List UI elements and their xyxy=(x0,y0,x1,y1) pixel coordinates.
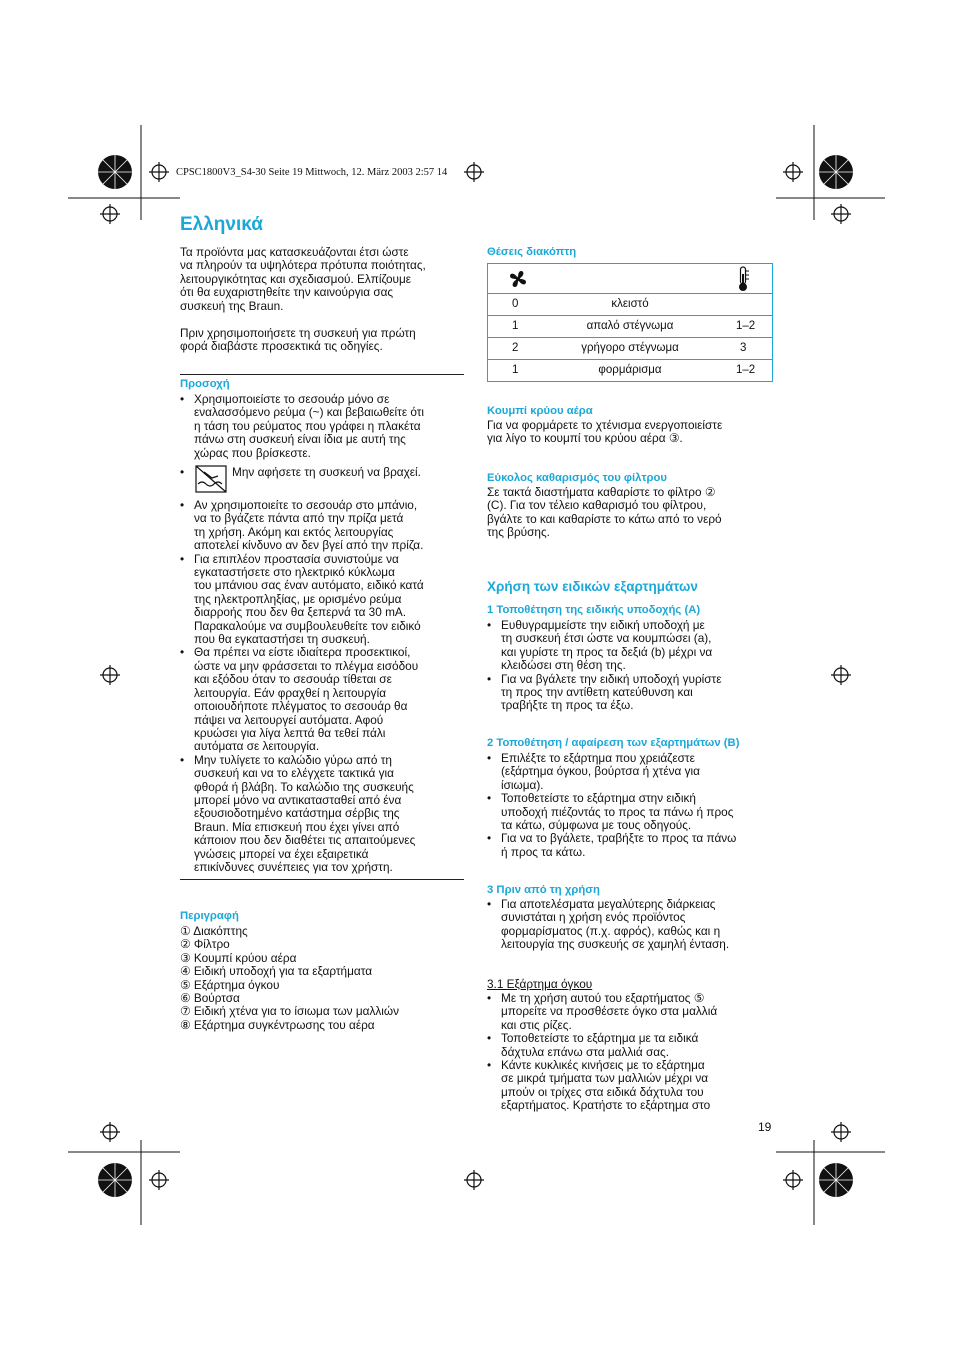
list-item: • Τοποθετείστε το εξάρτημα με τα ειδικά δάχτυλα επάνω στα μαλλιά σας. xyxy=(487,1032,777,1059)
filter-heading: Εύκολος καθαρισμός του φίλτρου xyxy=(487,472,667,484)
section-2-list xyxy=(487,752,777,859)
special-heading: Χρήση των ειδικών εξαρτημάτων xyxy=(487,579,698,594)
intro-paragraph-2: Πριν χρησιμοποιήσετε τη συσκευή για πρώτη φορά διαβάστε προσεκτικά τις οδηγίες. xyxy=(180,326,416,354)
cool-air-text: Για να φορμάρετε το χτένισμα ενεργοποιείστε για λίγο το κουμπί του κρύου αέρα ③. xyxy=(487,418,723,446)
fan-icon xyxy=(506,267,530,291)
caution-list-water xyxy=(180,466,470,479)
table-row: 0 κλειστό xyxy=(488,293,772,315)
thermometer-icon xyxy=(736,266,750,292)
list-item: • Ευθυγραμμείστε την ειδική υποδοχή με τη συσκευή έτσι ώστε να κουμπώσει (a), και γυρίστε τη προς τα δεξιά (b) μέχρι να κλειδώσει στη θέση της. xyxy=(487,619,777,673)
list-item: • Με τη χρήση αυτού του εξαρτήματος ⑤ μπορείτε να προσθέσετε όγκο στα μαλλιά και στις ρίζες. xyxy=(487,992,777,1032)
divider xyxy=(180,879,464,880)
caution-heading: Προσοχή xyxy=(180,378,230,390)
list-item: • Αν χρησιμοποιείτε το σεσουάρ στο μπάνιο, να το βγάζετε πάντα από την πρίζα μετά τη χρήση. Ακόμη και εκτός λειτουργίας αποτελεί κίνδυνο αν δεν βγεί από την πρίζα. xyxy=(180,499,470,553)
cool-air-heading: Κουμπί κρύου αέρα xyxy=(487,405,593,417)
section-3-1-heading: 3.1 Εξάρτημα όγκου xyxy=(487,977,593,991)
table-row: 2 γρήγορο στέγνωμα 3 xyxy=(488,337,772,359)
list-item: • Μην αφήσετε τη συσκευή να βραχεί. xyxy=(180,466,470,479)
caution-list-more xyxy=(180,499,470,874)
page-number: 19 xyxy=(758,1120,772,1134)
section-3-heading: 3 Πριν από τη χρήση xyxy=(487,884,600,896)
list-item: • Επιλέξτε το εξάρτημα που χρειάζεστε (εξάρτημα όγκου, βούρτσα ή χτένα για ίσιωμα). xyxy=(487,752,777,792)
list-item: • Για να βγάλετε την ειδική υποδοχή γυρίστε τη προς την αντίθετη κατεύθυνση και τραβήξτε τη προς τα έξω. xyxy=(487,673,777,713)
page-title: Ελληνικά xyxy=(180,214,263,235)
list-item: • Κάντε κυκλικές κινήσεις με το εξάρτημα σε μικρά τμήματα των μαλλιών μέχρι να μπούν οι τρίχες στα ειδικά δάχτυλα του εξαρτήματος. Κρατήστε το εξάρτημα στο xyxy=(487,1059,777,1113)
divider xyxy=(180,374,464,375)
intro-paragraph-1: Τα προϊόντα μας κατασκευάζονται έτσι ώστε να πληρούν τα υψηλότερα πρότυπα ποιότητας, λειτουργικότητας και σχεδιασμού. Ελπίζουμε ότι θα ευχαριστηθείτε την καινούργια σας συσκευή της Braun. xyxy=(180,245,426,313)
list-item: • Τοποθετείστε το εξάρτημα στην ειδική υποδοχή πιέζοντάς το προς τα πάνω ή προς τα κάτω, σύμφωνα με τους οδηγούς. xyxy=(487,792,777,832)
filter-text: Σε τακτά διαστήματα καθαρίστε το φίλτρο ② (C). Για τον τέλειο καθαρισμό του φίλτρου, βγάλτε το και καθαρίστε το κάτω από το νερό της βρύσης. xyxy=(487,485,722,540)
list-item: • Για επιπλέον προστασία συνιστούμε να εγκαταστήσετε στο ηλεκτρικό κύκλωμα του μπάνιου σας έναν αυτόματο, ειδικό κατά της ηλεκτροπληξίας, με ορισμένο ρεύμα διαρροής που δεν θα ξεπερνά τα 30 mA. Παρακαλούμε να συμβουλευθείτε τον ειδικό που θα εγκαταστήσει τη συσκευή. xyxy=(180,553,470,647)
table-row: 1 απαλό στέγνωμα 1–2 xyxy=(488,315,772,337)
description-list: ① Διακόπτης ② Φίλτρο ③ Κουμπί κρύου αέρα ④ Ειδική υποδοχή για τα εξαρτήματα ⑤ Εξάρτημα όγκου ⑥ Βούρτσα ⑦ Ειδική χτένα για το ίσιωμα των μαλλιών ⑧ Εξάρτημα συγκέντρωσης του αέρα xyxy=(180,924,399,1032)
section-1-list xyxy=(487,619,777,713)
section-3-1-list xyxy=(487,992,777,1113)
no-water-icon xyxy=(194,464,228,494)
table-row: 1 φορμάρισμα 1–2 xyxy=(488,359,772,381)
list-item: • Χρησιμοποιείστε το σεσουάρ μόνο σε εναλασσόμενο ρεύμα (~) και βεβαιωθείτε ότι η τάση του ρεύματος που γράφει η πλακέτα πάνω στη συσκευή είναι ίδια με αυτή της χώρας που βρίσκεστε. xyxy=(180,393,470,460)
section-1-heading: 1 Τοποθέτηση της ειδικής υποδοχής (A) xyxy=(487,604,701,616)
description-heading: Περιγραφή xyxy=(180,910,239,922)
list-item: • Για αποτελέσματα μεγαλύτερης διάρκειας συνιστάται η χρήση ενός προϊόντος φορμαρίσματος (π.χ. αφρός), καθώς και η λειτουργία της συσκευής σε χαμηλή ένταση. xyxy=(487,898,777,952)
caution-list xyxy=(180,393,470,460)
list-item: • Θα πρέπει να είστε ιδιαίτερα προσεκτικοί, ώστε να μην φράσσεται το πλέγμα εισόδου και εξόδου όταν το σεσουάρ τίθεται σε λειτουργία. Εάν φραχθεί η λειτουργία οποιουδήποτε πλέγματος το σεσουάρ θα πάψει να λειτουργεί αυτόματα. Αφού κρυώσει για λίγα λεπτά θα τεθεί πάλι αυτόματα σε λειτουργία. xyxy=(180,646,470,753)
print-header: CPSC1800V3_S4-30 Seite 19 Mittwoch, 12. März 2003 2:57 14 xyxy=(176,167,448,178)
section-3-list xyxy=(487,898,777,952)
list-item: • Για να το βγάλετε, τραβήξτε το προς τα πάνω ή προς τα κάτω. xyxy=(487,832,777,859)
section-2-heading: 2 Τοποθέτηση / αφαίρεση των εξαρτημάτων (B) xyxy=(487,737,740,749)
switch-table xyxy=(487,263,773,382)
list-item: • Μην τυλίγετε το καλώδιο γύρω από τη συσκευή και να το ελέγχετε τακτικά για φθορά ή βλάβη. Το καλώδιο της συσκευής μπορεί μόνο να αντικατασταθεί από ένα εξουσιοδοτημένο κατάστημα σέρβις της Braun. Μία επισκευή που έχει γίνει από κάποιον που δεν διαθέτει τις απαιτούμενες γνώσεις μπορεί να έχει εξαιρετικά επικίνδυνες συνέπειες για τον χρήστη. xyxy=(180,754,470,875)
switch-heading: Θέσεις διακόπτη xyxy=(487,246,577,258)
